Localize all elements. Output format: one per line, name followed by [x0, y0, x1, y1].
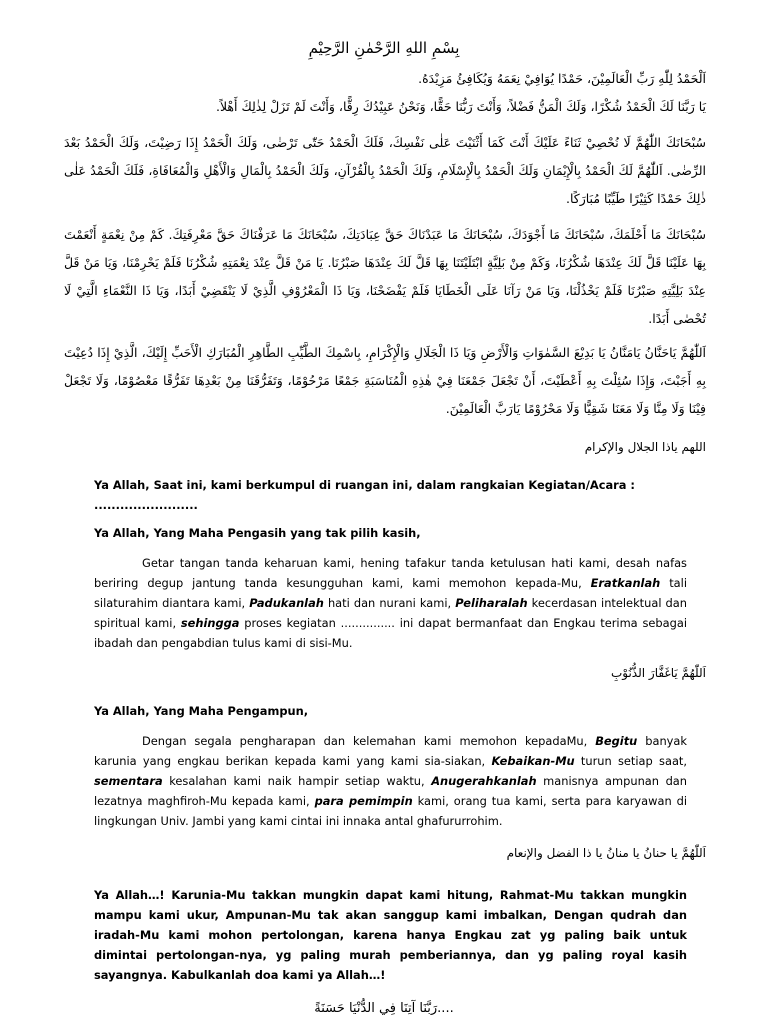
section-forgiveness: [0, 701, 768, 831]
invocation-hannan-mannan: اَللّٰهُمَّ يا حنانُ يا منانُ يا ذا الفضل والإنعام: [506, 846, 706, 860]
arabic-paragraph: اَللّٰهُمَّ يَاحَنَّانُ يَامَنَّانُ يَا بَدِيْعَ السَّمٰوَاتِ وَالْأَرْضِ وَيَا ذَا الْجَلَالِ وَالْإِكْرَامِ، بِاسْمِكَ الطَّيِّبِ الطَّاهِرِ الْمُبَارَكِ الْأَحَبِّ إِلَيْكَ، الَّذِيْ إِذَا دُعِيْتَ بِهِ أَجَبْتَ، وَإِذَا سُئِلْتَ بِهِ أَعْطَيْتَ، أَنْ تَجْعَلَ جَمْعَنَا فِيْ هٰذِهِ الْمُنَاسَبَةِ جَمْعًا مَرْحُوْمًا، وَتَفَرُّقَنَا مِنْ بَعْدِهَا تَفَرُّقًا مَعْصُوْمًا، وَلَا تَجْعَلْ فِيْنَا وَلَا مِنَّا وَلَا مَعَنَا شَقِيًّا وَلَا مَحْرُوْمًا يَارَبَّ الْعَالَمِيْنَ.: [64, 345, 706, 416]
gathering-line: Ya Allah, Saat ini, kami berkumpul di ruangan ini, dalam rangkaian Kegiatan/Acara : ........................: [94, 478, 635, 512]
arabic-opening-prayer: [0, 65, 768, 423]
invocation-ghaffar: اَللّٰهُمَّ يَاغَفَّارَ الذُّنُوْبِ: [610, 666, 706, 680]
arabic-line: يَا رَبَّنَا لَكَ الْحَمْدُ شُكْرًا، وَلَكَ الْمَنُّ فَضْلاً، وَأَنْتَ رَبُّنَا حَقًّا، وَنَحْنُ عَبِيْدُكَ رِقًّا، وَأَنْتَ لَمْ تَزَلْ لِذٰلِكَ أَهْلاً.: [215, 99, 706, 114]
arabic-paragraph: سُبْحَانَكَ اللّٰهُمَّ لَا نُحْصِيْ ثَنَاءً عَلَيْكَ أَنْتَ كَمَا أَثْنَيْتَ عَلٰى نَفْسِكَ، فَلَكَ الْحَمْدُ حَتّٰى تَرْضٰى، وَلَكَ الْحَمْدُ إِذَا رَضِيْتَ، وَلَكَ الْحَمْدُ بَعْدَ الرِّضٰى. اَللّٰهُمَّ لَكَ الْحَمْدُ بِالْإِيْمَانِ وَلَكَ الْحَمْدُ بِالْإِسْلَامِ، وَلَكَ الْحَمْدُ بِالْقُرْآنِ، وَلَكَ الْحَمْدُ بِالْمَالِ وَالْأَهْلِ وَالْمُعَافَاةِ، فَلَكَ الْحَمْدُ عَلٰى ذٰلِكَ حَمْدًا كَثِيْرًا طَيِّبًا مُبَارَكًا.: [64, 135, 706, 206]
invocation-dhul-jalal: اللهم ياذا الجلال والإكرام: [584, 440, 706, 454]
arabic-line: اَلْحَمْدُ لِلّٰهِ رَبِّ الْعَالَمِيْنَ، حَمْدًا يُوَافِيْ نِعَمَهُ وَيُكَافِئُ مَزِيْدَهُ.: [418, 71, 706, 86]
section-gathering: [0, 475, 768, 653]
forgiveness-heading: Ya Allah, Yang Maha Pengampun,: [94, 704, 309, 718]
basmala: بِسْمِ اللهِ الرَّحْمٰنِ الرَّحِيْمِ: [308, 39, 460, 57]
forgiveness-paragraph: Dengan segala pengharapan dan kelemahan kami memohon kepadaMu, Begitu banyak karunia yang engkau berikan kepada kami yang kami sia-siakan, Kebaikan-Mu turun setiap saat, sementara kesalahan kami naik hampir setiap waktu, Anugerahkanlah manisnya ampunan dan lezatnya maghfiroh-Mu kepada kami, para pemimpin kami, orang tua kami, serta para karyawan di lingkungan Univ. Jambi yang kami cintai ini innaka antal ghafururrohim.: [94, 734, 688, 828]
gathering-heading: Ya Allah, Yang Maha Pengasih yang tak pilih kasih,: [94, 526, 421, 540]
gathering-paragraph: Getar tangan tanda keharuan kami, hening tafakur tanda ketulusan hati kami, desah nafas beriring degup jantung tanda kesungguhan kami, kami memohon kepada-Mu, Eratkanlah tali silaturahim diantara kami, Padukanlah hati dan nurani kami, Peliharalah kecerdasan intelektual dan spiritual kami, sehingga proses kegiatan ............... ini dapat bermanfaat dan Engkau terima sebagai ibadah dan pengabdian tulus kami di sisi-Mu.: [94, 556, 687, 650]
arabic-paragraph: سُبْحَانَكَ مَا أَحْلَمَكَ، سُبْحَانَكَ مَا أَجْوَدَكَ، سُبْحَانَكَ مَا عَبَدْنَاكَ حَقَّ عِبَادَتِكَ، سُبْحَانَكَ مَا عَرَفْنَاكَ حَقَّ مَعْرِفَتِكَ. كَمْ مِنْ نِعْمَةٍ أَنْعَمْتَ بِهَا عَلَيْنَا قَلَّ لَكَ عِنْدَهَا شُكْرُنَا، وَكَمْ مِنْ بَلِيَّةٍ ابْتَلَيْتَنَا بِهَا قَلَّ لَكَ عِنْدَهَا صَبْرُنَا. يَا مَنْ قَلَّ عِنْدَ نِعْمَتِهِ شُكْرُنَا فَلَمْ يَحْرِمْنَا، وَيَا مَنْ قَلَّ عِنْدَ بَلِيَّتِهِ صَبْرُنَا فَلَمْ يَخْذُلْنَا، وَيَا مَنْ رَآنَا عَلَى الْخَطَايَا فَلَمْ يَفْضَحْنَا، وَيَا ذَا الْمَعْرُوْفِ الَّذِيْ لَا يَنْقَضِيْ أَبَدًا، وَيَا ذَا النَّعْمَاءِ الَّتِيْ لَا تُحْصٰى أَبَدًا.: [64, 227, 706, 326]
section-closing: [0, 885, 768, 985]
closing-paragraph: Ya Allah…! Karunia-Mu takkan mungkin dapat kami hitung, Rahmat-Mu takkan mungkin mampu kami ukur, Ampunan-Mu tak akan sanggup kami imbalkan, Dengan qudrah dan iradah-Mu kami mohon pertolongan, karena hanya Engkau zat yg paling baik untuk dimintai pertolongan-nya, yg paling murah pemberiannya, dan yg paling royal kasih sayangnya. Kabulkanlah doa kami ya Allah…!: [94, 888, 687, 982]
closing-arabic: ....رَبَّنَا آتِنَا فِي الدُّنْيَا حَسَنَةً: [314, 1001, 454, 1016]
